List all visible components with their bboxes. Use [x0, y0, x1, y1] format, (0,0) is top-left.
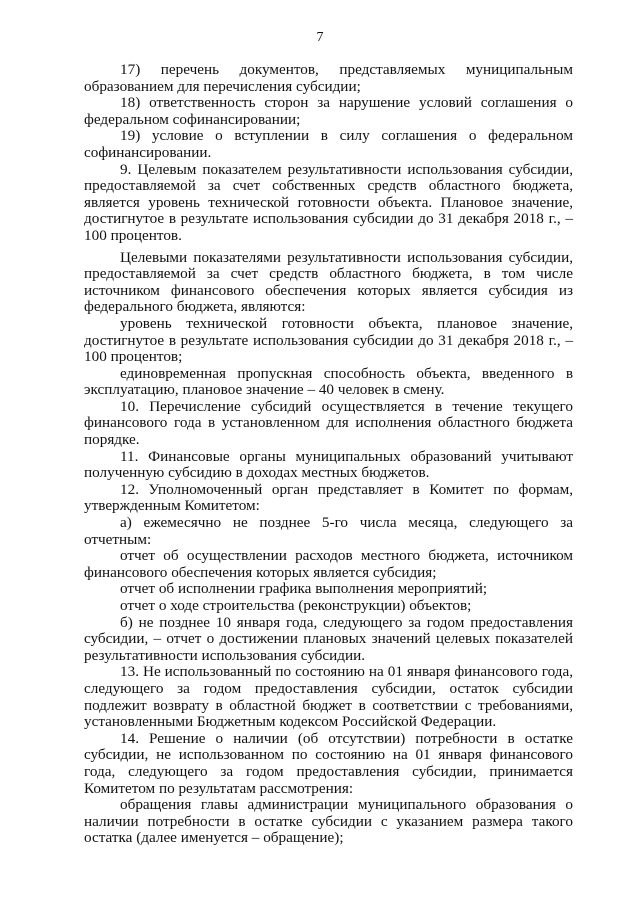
paragraph: Целевыми показателями результативности использования субсидии, предоставляемой за счет средств областного бюджета, в том числе источником финансового обеспечения которых является субсидия из федерального бюджета, являются: [84, 248, 573, 316]
paragraph: б) не позднее 10 января года, следующего за годом предоставления субсидии, – отчет о достижении плановых значений целевых показателей результативности использования субсидии. [84, 613, 573, 664]
paragraph: 10. Перечисление субсидий осуществляется в течение текущего финансового года в установленном для исполнения областного бюджета порядке. [84, 397, 573, 449]
paragraph: обращения главы администрации муниципального образования о наличии потребности в остатке субсидии с указанием размера такого остатка (далее именуется – обращение); [84, 796, 573, 847]
paragraph: единовременная пропускная способность объекта, введенного в эксплуатацию, плановое значение – 40 человек в смену. [84, 364, 573, 399]
paragraph: 18) ответственность сторон за нарушение условий соглашения о федеральном софинансировании; [84, 94, 573, 128]
paragraph: отчет о ходе строительства (реконструкции) объектов; [120, 597, 472, 614]
paragraph: 12. Уполномоченный орган представляет в Комитет по формам, утвержденным Комитетом: [84, 480, 573, 515]
document-body [84, 62, 573, 847]
page-number: 7 [316, 30, 324, 45]
paragraph: а) ежемесячно не позднее 5-го числа месяца, следующего за отчетным: [84, 514, 573, 548]
paragraph: 17) перечень документов, представляемых муниципальным образованием для перечисления субсидии; [84, 61, 573, 95]
paragraph: отчет об осуществлении расходов местного бюджета, источником финансового обеспечения которых является субсидия; [84, 547, 573, 581]
paragraph: уровень технической готовности объекта, плановое значение, достигнутое в результате использования субсидии до 31 декабря 2018 г., – 100 процентов; [84, 314, 573, 366]
paragraph: 13. Не использованный по состоянию на 01 января финансового года, следующего за годом предоставления субсидии, остаток субсидии подлежит возврату в областной бюджет в соответствии с требованиями, установленными Бюджетным кодексом Российской Федерации. [84, 663, 573, 731]
paragraph: 14. Решение о наличии (об отсутствии) потребности в остатке субсидии, не использованном по состоянию на 01 января финансового года, следующего за годом предоставления субсидии, принимается Комитетом по результатам рассмотрения: [84, 729, 573, 797]
paragraph: 9. Целевым показателем результативности использования субсидии, предоставляемой за счет собственных средств областного бюджета, является уровень технической готовности объекта. Плановое значение, достигнутое в результате использования субсидии до 31 декабря 2018 г., – 100 процентов. [84, 160, 573, 244]
paragraph: 11. Финансовые органы муниципальных образований учитывают полученную субсидию в доходах местных бюджетов. [84, 447, 573, 482]
paragraph: 19) условие о вступлении в силу соглашения о федеральном софинансировании. [84, 127, 573, 161]
paragraph: отчет об исполнении графика выполнения мероприятий; [120, 580, 488, 598]
